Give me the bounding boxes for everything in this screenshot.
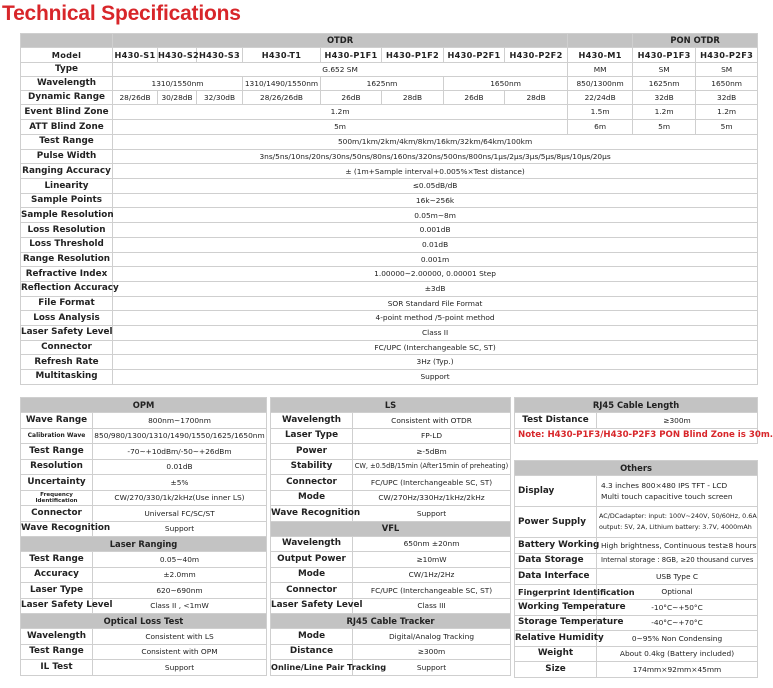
spec-value: 5m bbox=[113, 120, 568, 135]
spec-value: 22/24dB bbox=[568, 91, 633, 105]
spec-value: CW/1Hz/2Hz bbox=[353, 567, 511, 583]
spec-label: Relative Humidity bbox=[515, 631, 597, 647]
spec-value: G.652 SM bbox=[113, 63, 568, 77]
spec-value: Internal storage : 8GB, ≥20 thousand curves bbox=[597, 553, 758, 569]
spec-value: ≥-5dBm bbox=[353, 444, 511, 460]
spec-value: 1.00000~2.00000, 0.00001 Step bbox=[113, 267, 758, 282]
spec-value: Optional bbox=[597, 584, 758, 600]
spec-value: CW/270/330/1k/2kHz(Use inner LS) bbox=[93, 490, 267, 506]
spec-label: Loss Resolution bbox=[21, 223, 113, 238]
spec-value: 1650nm bbox=[696, 77, 758, 91]
spec-value: 620~690nm bbox=[93, 583, 267, 599]
spec-label: File Format bbox=[21, 296, 113, 311]
spec-value: 650nm ±20nm bbox=[353, 536, 511, 552]
spec-label: Reflection Accuracy bbox=[21, 281, 113, 296]
spec-label: Test Range bbox=[21, 444, 93, 460]
spec-label: Fingerprint Identification bbox=[515, 584, 597, 600]
spec-label: Wavelength bbox=[271, 413, 353, 429]
spec-label: Resolution bbox=[21, 459, 93, 475]
model-name: H430-S2 bbox=[158, 48, 197, 63]
model-name: H430-P1F1 bbox=[321, 48, 382, 63]
section-header-ls: LS bbox=[271, 398, 511, 413]
spec-value: 28/26/26dB bbox=[243, 91, 321, 105]
spec-value: 4-point method /5-point method bbox=[113, 311, 758, 326]
power-line-2: output: 5V, 2A, Lithium battery: 3.7V, 4000mAh bbox=[599, 523, 752, 531]
spec-value: Support bbox=[113, 370, 758, 385]
spec-value: FC/UPC (Interchangeable SC, ST) bbox=[353, 475, 511, 491]
spec-value: Class III bbox=[353, 598, 511, 614]
display-line-1: 4.3 inches 800×480 IPS TFT - LCD bbox=[601, 481, 728, 490]
spec-value: High brightness, Continuous test≥8 hours bbox=[597, 538, 758, 554]
model-name: H430-P2F2 bbox=[505, 48, 568, 63]
spec-label: Uncertainty bbox=[21, 475, 93, 491]
spec-value: 3Hz (Typ.) bbox=[113, 355, 758, 370]
spec-value: ±3dB bbox=[113, 281, 758, 296]
spec-value: 0.05~40m bbox=[93, 552, 267, 568]
spec-label: Connector bbox=[271, 475, 353, 491]
spec-label: Stability bbox=[271, 459, 353, 475]
model-name: H430-P1F2 bbox=[382, 48, 444, 63]
spec-value: 3ns/5ns/10ns/20ns/30ns/50ns/80ns/160ns/320ns/500ns/800ns/1µs/2µs/3µs/5µs/8µs/10µs/20µs bbox=[113, 149, 758, 164]
spec-label: Connector bbox=[271, 583, 353, 599]
spec-value: 850/1300nm bbox=[568, 77, 633, 91]
spec-label: Online/Line Pair Tracking bbox=[271, 660, 353, 676]
spec-label: Range Resolution bbox=[21, 252, 113, 267]
spec-label: Sample Points bbox=[21, 193, 113, 208]
spec-value: Class II bbox=[113, 325, 758, 340]
spec-label: ATT Blind Zone bbox=[21, 120, 113, 135]
section-header-opm: OPM bbox=[21, 398, 267, 413]
model-name: H430-T1 bbox=[243, 48, 321, 63]
spec-value: 16k~256k bbox=[113, 193, 758, 208]
pon-blind-zone-note: Note: H430-P1F3/H430-P2F3 PON Blind Zone is 30m. bbox=[515, 428, 758, 444]
spec-value: About 0.4kg (Battery included) bbox=[597, 646, 758, 662]
spec-label: Event Blind Zone bbox=[21, 105, 113, 120]
spec-label: Wave Range bbox=[21, 413, 93, 429]
spec-value: 0.05m~8m bbox=[113, 208, 758, 223]
section-header-rj45-length: RJ45 Cable Length bbox=[515, 398, 758, 413]
spec-label: Frequency Identification bbox=[21, 490, 93, 506]
spec-label: Loss Analysis bbox=[21, 311, 113, 326]
spec-value: 1.2m bbox=[696, 105, 758, 120]
spec-value: 1650nm bbox=[444, 77, 568, 91]
spec-label: Ranging Accuracy bbox=[21, 164, 113, 179]
spec-label: Calibration Wave bbox=[21, 428, 93, 444]
spec-label: Laser Type bbox=[271, 428, 353, 444]
spec-value: 30/28dB bbox=[158, 91, 197, 105]
spec-value: Support bbox=[93, 660, 267, 676]
page-title: Technical Specifications bbox=[2, 2, 241, 25]
spec-value: 26dB bbox=[444, 91, 505, 105]
spec-value: Consistent with LS bbox=[93, 629, 267, 645]
spec-value: 32/30dB bbox=[197, 91, 243, 105]
spec-value: 5m bbox=[633, 120, 696, 135]
spec-label: Weight bbox=[515, 646, 597, 662]
model-name: H430-P2F3 bbox=[696, 48, 758, 63]
spec-label: Type bbox=[21, 63, 113, 77]
spec-label: Connector bbox=[21, 506, 93, 522]
spec-value: FC/UPC (Interchangeable SC, ST) bbox=[353, 583, 511, 599]
spec-label: Battery Working bbox=[515, 538, 597, 554]
spec-label: Laser Type bbox=[21, 583, 93, 599]
spec-label: IL Test bbox=[21, 660, 93, 676]
spec-label: Wave Recognition bbox=[271, 506, 353, 522]
spec-value: FC/UPC (Interchangeable SC, ST) bbox=[113, 340, 758, 355]
spec-value: 0~95% Non Condensing bbox=[597, 631, 758, 647]
spec-value: Consistent with OPM bbox=[93, 644, 267, 660]
spec-value: 1.5m bbox=[568, 105, 633, 120]
otdr-group-header: OTDR bbox=[113, 34, 568, 48]
spec-value: SM bbox=[696, 63, 758, 77]
power-spec bbox=[597, 507, 758, 538]
spec-value: Support bbox=[353, 506, 511, 522]
spec-value: 5m bbox=[696, 120, 758, 135]
spec-value: ≥300m bbox=[353, 644, 511, 660]
rj45-length-table bbox=[514, 397, 773, 444]
spec-label: Refresh Rate bbox=[21, 355, 113, 370]
spec-value: 0.001m bbox=[113, 252, 758, 267]
spec-value: USB Type C bbox=[597, 569, 758, 585]
spec-label: Connector bbox=[21, 340, 113, 355]
spec-label: Laser Safety Level bbox=[21, 325, 113, 340]
model-name: H430-P2F1 bbox=[444, 48, 505, 63]
spec-value: SOR Standard File Format bbox=[113, 296, 758, 311]
spec-value: ±5% bbox=[93, 475, 267, 491]
spec-label: Data Storage bbox=[515, 553, 597, 569]
section-header-vfl: VFL bbox=[271, 521, 511, 536]
spec-value: Universal FC/SC/ST bbox=[93, 506, 267, 522]
spec-label: Wavelength bbox=[21, 629, 93, 645]
spec-label: Display bbox=[515, 476, 597, 507]
spec-value: 32dB bbox=[696, 91, 758, 105]
opm-table bbox=[20, 397, 267, 676]
spec-value: ≤0.05dB/dB bbox=[113, 179, 758, 194]
spec-label: Refractive Index bbox=[21, 267, 113, 282]
spec-value: Class II , <1mW bbox=[93, 598, 267, 614]
spec-value: MM bbox=[568, 63, 633, 77]
spec-label: Test Range bbox=[21, 135, 113, 150]
model-name: H430-P1F3 bbox=[633, 48, 696, 63]
spec-label: Laser Safety Level bbox=[21, 598, 93, 614]
spec-value: 28dB bbox=[505, 91, 568, 105]
others-table bbox=[514, 460, 758, 678]
spec-value: 1625nm bbox=[321, 77, 444, 91]
spec-label: Wavelength bbox=[21, 77, 113, 91]
display-spec bbox=[597, 476, 758, 507]
spec-value: CW, ±0.5dB/15min (After15min of preheating) bbox=[353, 459, 511, 475]
spec-value: 1.2m bbox=[633, 105, 696, 120]
spec-label: Wave Recognition bbox=[21, 521, 93, 537]
display-line-2: Multi touch capacitive touch screen bbox=[601, 492, 733, 501]
spec-value: 0.01dB bbox=[113, 237, 758, 252]
spec-label: Distance bbox=[271, 644, 353, 660]
spec-value: ± (1m+Sample interval+0.005%×Test distance) bbox=[113, 164, 758, 179]
pon-group-header: PON OTDR bbox=[633, 34, 758, 48]
spec-value: Support bbox=[353, 660, 511, 676]
model-name: H430-S1 bbox=[113, 48, 158, 63]
power-line-1: AC/DCadapter: input: 100V~240V, 50/60Hz, 0.6A bbox=[599, 512, 757, 520]
spec-value: -70~+10dBm/-50~+26dBm bbox=[93, 444, 267, 460]
spec-label: Linearity bbox=[21, 179, 113, 194]
spec-value: 174mm×92mm×45mm bbox=[597, 662, 758, 678]
spec-label: Mode bbox=[271, 567, 353, 583]
spec-label: Mode bbox=[271, 490, 353, 506]
spec-value: 850/980/1300/1310/1490/1550/1625/1650nm bbox=[93, 428, 267, 444]
spec-label: Sample Resolution bbox=[21, 208, 113, 223]
spec-value: 1310/1550nm bbox=[113, 77, 243, 91]
spec-value: Consistent with OTDR bbox=[353, 413, 511, 429]
spec-label: Multitasking bbox=[21, 370, 113, 385]
spec-value: 500m/1km/2km/4km/8km/16km/32km/64km/100km bbox=[113, 135, 758, 150]
spec-value: CW/270Hz/330Hz/1kHz/2kHz bbox=[353, 490, 511, 506]
spec-value: -10°C~+50°C bbox=[597, 600, 758, 616]
spec-label: Mode bbox=[271, 629, 353, 645]
spec-value: Support bbox=[93, 521, 267, 537]
section-header-optical-loss: Optical Loss Test bbox=[21, 614, 267, 629]
spec-label: Test Range bbox=[21, 644, 93, 660]
model-label: Model bbox=[21, 48, 113, 63]
spec-label: Loss Threshold bbox=[21, 237, 113, 252]
spec-label: Dynamic Range bbox=[21, 91, 113, 105]
section-header-laser-ranging: Laser Ranging bbox=[21, 537, 267, 552]
spec-label: Pulse Width bbox=[21, 149, 113, 164]
spec-value: ≥10mW bbox=[353, 552, 511, 568]
spec-value: 0.01dB bbox=[93, 459, 267, 475]
section-header-others: Others bbox=[515, 461, 758, 476]
spec-value: -40°C~+70°C bbox=[597, 615, 758, 631]
header-blank bbox=[21, 34, 113, 48]
spec-label: Test Distance bbox=[515, 413, 597, 429]
spec-value: 6m bbox=[568, 120, 633, 135]
spec-value: FP-LD bbox=[353, 428, 511, 444]
spec-label: Storage Temperature bbox=[515, 615, 597, 631]
spec-value: 1310/1490/1550nm bbox=[243, 77, 321, 91]
spec-label: Wavelength bbox=[271, 536, 353, 552]
spec-label: Working Temperature bbox=[515, 600, 597, 616]
spec-value: 28/26dB bbox=[113, 91, 158, 105]
spec-label: Power bbox=[271, 444, 353, 460]
spec-label: Test Range bbox=[21, 552, 93, 568]
spec-value: 1625nm bbox=[633, 77, 696, 91]
spec-value: Digital/Analog Tracking bbox=[353, 629, 511, 645]
spec-value: ≥300m bbox=[597, 413, 758, 429]
spec-label: Data Interface bbox=[515, 569, 597, 585]
header-blank-m1 bbox=[568, 34, 633, 48]
otdr-spec-table bbox=[20, 33, 758, 385]
model-name: H430-S3 bbox=[197, 48, 243, 63]
section-header-rj45-tracker: RJ45 Cable Tracker bbox=[271, 614, 511, 629]
spec-label: Laser Safety Level bbox=[271, 598, 353, 614]
spec-value: 800nm~1700nm bbox=[93, 413, 267, 429]
spec-label: Output Power bbox=[271, 552, 353, 568]
spec-value: 32dB bbox=[633, 91, 696, 105]
spec-label: Power Supply bbox=[515, 507, 597, 538]
spec-label: Size bbox=[515, 662, 597, 678]
spec-value: 0.001dB bbox=[113, 223, 758, 238]
spec-value: 1.2m bbox=[113, 105, 568, 120]
ls-table bbox=[270, 397, 511, 676]
spec-value: ±2.0mm bbox=[93, 567, 267, 583]
spec-value: 28dB bbox=[382, 91, 444, 105]
spec-label: Accuracy bbox=[21, 567, 93, 583]
spec-value: 26dB bbox=[321, 91, 382, 105]
spec-value: SM bbox=[633, 63, 696, 77]
model-name: H430-M1 bbox=[568, 48, 633, 63]
